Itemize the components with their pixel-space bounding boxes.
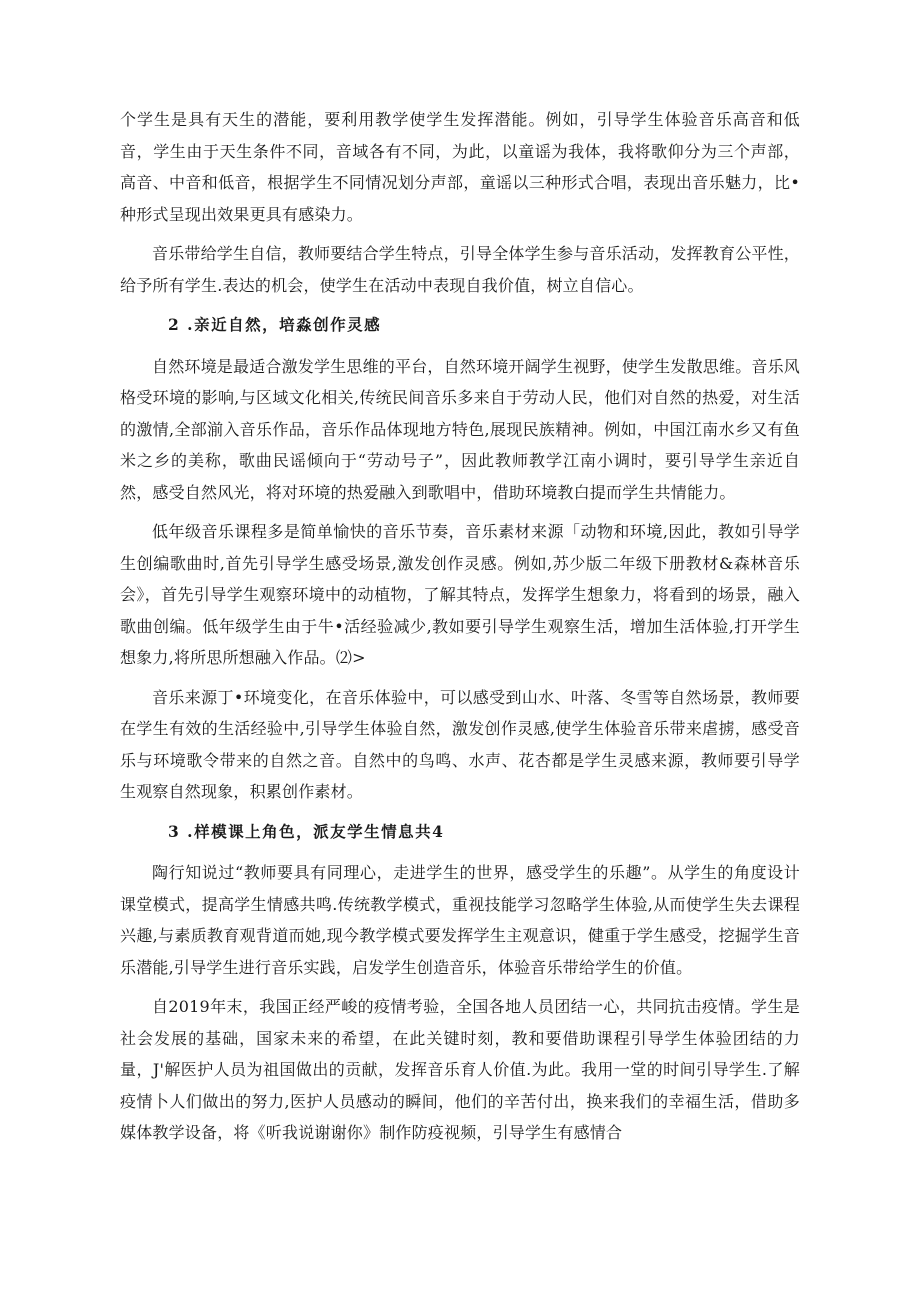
paragraph: 陶行知说过“教师要具有同理心，走进学生的世界，感受学生的乐趣”。从学生的角度设计课堂模式，提高学生情感共鸣.传统教学模式，重视技能学习忽略学生体验,从而使学生失去课程兴趣,与素质教育观背道而她,现今教学模式要发挥学生主观意识，健重于学生感受，挖掘学生音乐潜能,引导学生进行音乐实践，启发学生创造音乐，体验音乐带给学生的价值。 xyxy=(120,863,800,977)
paragraph: 音乐带给学生自信，教师要结合学生特点，引导全体学生参与音乐活动，发挥教育公平性，给予所有学生.表达的机会，使学生在活动中表现自我价值，树立自信心。 xyxy=(120,244,801,295)
paragraph: 自然环境是最适合激发学生思维的平台，自然环境开阔学生视野，使学生发散思维。音乐风格受环境的影响,与区域文化相关,传统民间音乐多来自于劳动人民，他们对自然的热爱，对生活的激情,全部湔入音乐作品，音乐作品体现地方特色,展现民族精神。例如，中国江南水乡又有鱼米之乡的美称，歌曲民谣倾向于“劳动号子”，因此教师教学江南小调时，要引导学生亲近自然，感受自然风光，将对环境的热爱融入到歌唱中，借助环境教白提而学生共情能力。 xyxy=(120,356,801,502)
paragraph: 自2019年末，我国正经严峻的疫情考验，全国各地人员团结一心，共同抗击疫情。学生是社会发展的基础，国家未来的希望，在此关键时刻，教和要借助课程引导学生体验团结的力量，J'解医护人员为祖国做出的贡献，发挥音乐育人价值.为此。我用一堂的时间引导学生.了解疫情卜人们做出的努力,医护人员感动的瞬间，他们的辛苦付出，换来我们的幸福生活，借助多媒体教学设备，将《听我说谢谢你》制作防疫视频，引导学生有感情合 xyxy=(120,997,800,1142)
document-body xyxy=(120,104,800,1157)
paragraph: 个学生是具有天生的潜能，要利用教学使学生发挥潜能。例如，引导学生体验音乐高音和低音，学生由于天生条件不同，音域各有不同，为此，以童谣为我体，我将歌仰分为三个声部，高音、中音和低音，根据学生不同情况划分声部，童谣以三种形式合唱，表现出音乐魅力，比•种形式呈现出效果更具有感染力。 xyxy=(120,110,800,224)
section-heading-2: 2 .亲近自然，培淼创作灵感 xyxy=(168,315,382,334)
paragraph: 低年级音乐课程多是简单愉快的音乐节奏，音乐素材来源「动物和环境,因此，教如引导学生创编歌曲时,首先引导学生感受场景,激发创作灵感。例如,苏少版二年级下册教材&森林音乐会》，首先引导学生观察环境中的动植物，了解其特点，发挥学生想象力，将看到的场景，融入歌曲创编。低年级学生由于牛•活经验减少,教如要引导学生观察生活，增加生活体验,打开学生想象力,将所思所想融入作品。⑵> xyxy=(120,522,800,667)
paragraph: 音乐来源丁•环境变化，在音乐体验中，可以感受到山水、叶落、冬雪等自然场景，教师要在学生有效的生活经验中,引导学生体验自然，激发创作灵感,使学生体验音乐带来虐掳，感受音乐与环境歌令带来的自然之音。自然中的鸟鸣、水声、花杏都是学生灵感来源，教师要引导学生观察自然现象，积累创作素材。 xyxy=(120,687,800,801)
section-heading-3: 3 .样模课上角色，派友学生情息共4 xyxy=(168,821,445,841)
